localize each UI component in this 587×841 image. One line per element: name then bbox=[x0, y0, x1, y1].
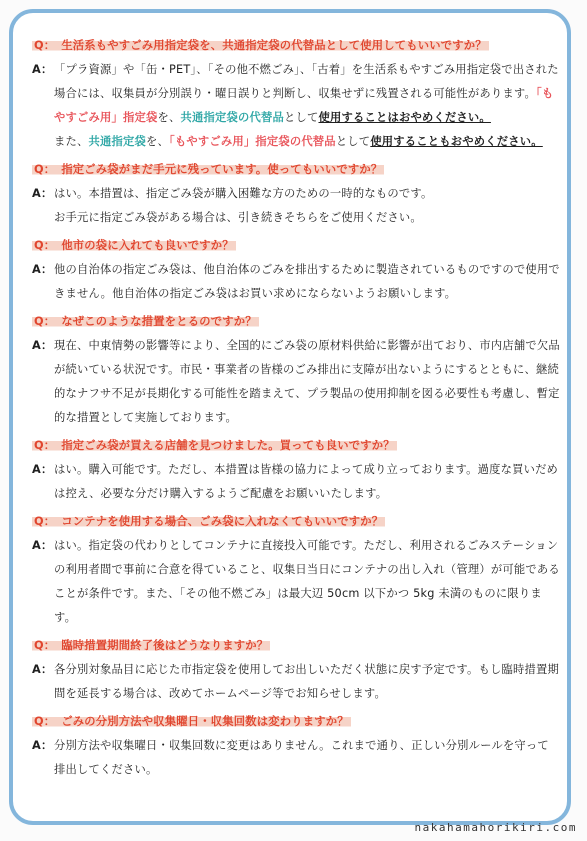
answer-prefix: A： bbox=[32, 739, 53, 752]
answer-text: 各分別対象品目に応じた市指定袋を使用してお出しいただく状態に戻す予定です。もし臨時措置期間を延長する場合は、改めてホームページ等でお知らせします。 bbox=[54, 663, 559, 700]
answer-prefix: A： bbox=[32, 463, 53, 476]
answer-prefix: A： bbox=[32, 63, 53, 76]
question-prefix: Q： bbox=[34, 439, 56, 452]
question-prefix: Q： bbox=[34, 315, 56, 328]
question-prefix: Q： bbox=[34, 515, 56, 528]
answer-7 bbox=[32, 658, 560, 706]
question-5 bbox=[32, 434, 560, 458]
question-text: 生活系もやすごみ用指定袋を、共通指定袋の代替品として使用してもいいですか？ bbox=[61, 39, 487, 52]
answer-5 bbox=[32, 458, 560, 506]
question-4 bbox=[32, 310, 560, 334]
answer-text: として bbox=[335, 135, 371, 148]
answer-highlight-pink: 「もやすごみ用」指定袋の代替品 bbox=[169, 135, 336, 148]
answer-text: また、 bbox=[54, 135, 89, 148]
faq-list bbox=[32, 34, 560, 782]
answer-prefix: A： bbox=[32, 663, 53, 676]
answer-highlight-teal: 共通指定袋の代替品 bbox=[180, 111, 284, 124]
answer-highlight-pink: 「もやすごみ用」指定袋 bbox=[54, 87, 554, 124]
answer-prefix: A： bbox=[32, 263, 53, 276]
answer-6 bbox=[32, 534, 560, 630]
answer-underlined: 使用することはおやめください。 bbox=[318, 111, 491, 124]
answer-prefix: A： bbox=[32, 539, 53, 552]
question-text: 指定ごみ袋がまだ手元に残っています。使ってもいいですか？ bbox=[61, 163, 383, 176]
answer-8 bbox=[32, 734, 560, 782]
question-7 bbox=[32, 634, 560, 658]
answer-text: お手元に指定ごみ袋がある場合は、引き続きそちらをご使用ください。 bbox=[54, 211, 422, 224]
answer-highlight-teal: 共通指定袋 bbox=[88, 135, 146, 148]
question-text: なぜこのような措置をとるのですか？ bbox=[61, 315, 257, 328]
question-1 bbox=[32, 34, 560, 58]
question-prefix: Q： bbox=[34, 163, 56, 176]
answer-text: を、 bbox=[157, 111, 181, 124]
answer-underlined: 使用することもおやめください。 bbox=[370, 135, 543, 148]
answer-prefix: A： bbox=[32, 339, 53, 352]
answer-text: 「プラ資源」や「缶・PET」、「その他不燃ごみ」、「古着」を生活系もやすごみ用指定袋で出された場合には、収集員が分別誤り・曜日誤りと判断し、収集せずに残置される可能性があります。 bbox=[54, 63, 559, 100]
answer-text: 他の自治体の指定ごみ袋は、他自治体のごみを排出するために製造されているものですので使用できません。他自治体の指定ごみ袋はお買い求めにならないようお願いします。 bbox=[54, 263, 560, 300]
answer-2 bbox=[32, 182, 560, 230]
question-2 bbox=[32, 158, 560, 182]
question-text: コンテナを使用する場合、ごみ袋に入れなくてもいいですか？ bbox=[61, 515, 384, 528]
answer-text: を、 bbox=[146, 135, 169, 148]
question-prefix: Q： bbox=[34, 639, 56, 652]
question-6 bbox=[32, 510, 560, 534]
answer-1 bbox=[32, 58, 560, 154]
answer-prefix: A： bbox=[32, 187, 53, 200]
answer-4 bbox=[32, 334, 560, 430]
answer-text: 分別方法や収集曜日・収集回数に変更はありません。これまで通り、正しい分別ルールを守って排出してください。 bbox=[54, 739, 549, 776]
question-prefix: Q： bbox=[34, 715, 56, 728]
answer-text: はい。本措置は、指定ごみ袋が購入困難な方のための一時的なものです。 bbox=[54, 187, 433, 200]
answer-3 bbox=[32, 258, 560, 306]
question-prefix: Q： bbox=[34, 239, 56, 252]
question-prefix: Q： bbox=[34, 39, 56, 52]
question-3 bbox=[32, 234, 560, 258]
site-watermark: nakahamahorikiri.com bbox=[414, 821, 577, 834]
question-text: ごみの分別方法や収集曜日・収集回数は変わりますか？ bbox=[61, 715, 349, 728]
answer-text: 現在、中東情勢の影響等により、全国的にごみ袋の原材料供給に影響が出ており、市内店舗で欠品が続いている状況です。市民・事業者の皆様のごみ排出に支障が出ないようにするとともに、継続的なナフサ不足が長期化する可能性を踏まえて、プラ製品の使用抑制を図る必要性も考慮し、暫定的な措置として実施しております。 bbox=[54, 339, 560, 424]
question-text: 指定ごみ袋が買える店舗を見つけました。買っても良いですか？ bbox=[61, 439, 395, 452]
question-text: 臨時措置期間終了後はどうなりますか？ bbox=[61, 639, 269, 652]
answer-text: はい。指定袋の代わりとしてコンテナに直接投入可能です。ただし、利用されるごみステーションの利用者間で事前に合意を得ていること、収集日当日にコンテナの出し入れ（管理）が可能であることが条件です。また、「その他不燃ごみ」は最大辺 50cm 以下かつ 5kg 未満のものに限ります。 bbox=[54, 539, 560, 624]
answer-text: はい。購入可能です。ただし、本措置は皆様の協力によって成り立っております。過度な買いだめは控え、必要な分だけ購入するようご配慮をお願いいたします。 bbox=[54, 463, 559, 500]
question-text: 他市の袋に入れても良いですか？ bbox=[61, 239, 234, 252]
question-8 bbox=[32, 710, 560, 734]
answer-text: として bbox=[283, 111, 319, 124]
